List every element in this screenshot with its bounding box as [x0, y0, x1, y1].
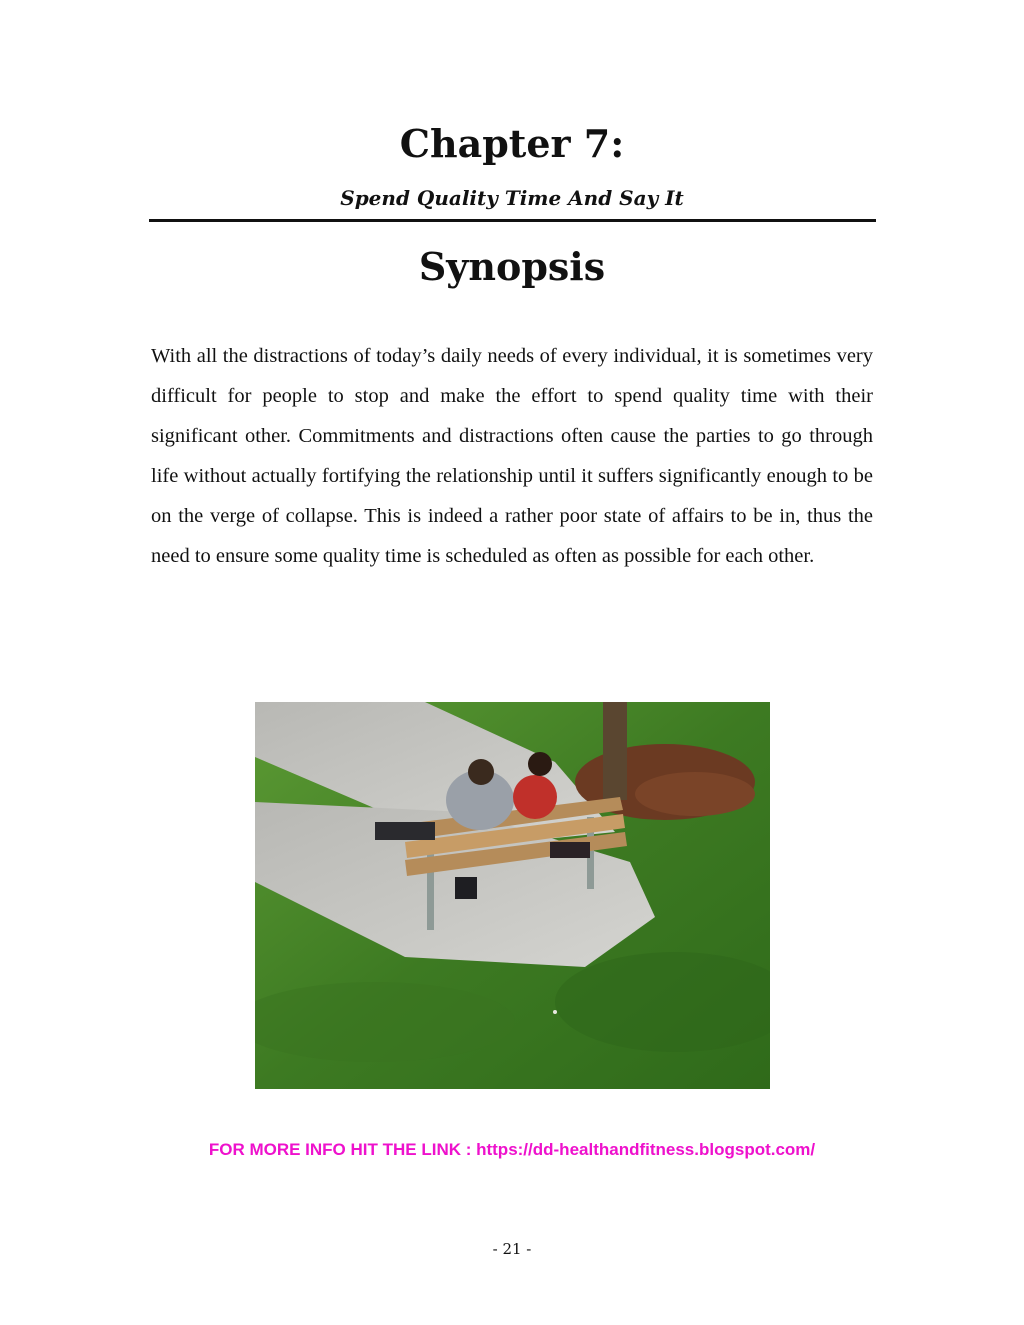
section-title: Synopsis — [418, 244, 606, 289]
couple-on-bench-photo — [255, 702, 770, 1089]
page-number: - 21 - — [492, 1240, 532, 1258]
title-divider — [149, 219, 876, 222]
chapter-title: Chapter 7: — [399, 121, 625, 166]
chapter-subtitle: Spend Quality Time And Say It — [340, 186, 684, 210]
more-info-link[interactable]: FOR MORE INFO HIT THE LINK : https://dd-healthandfitness.blogspot.com/ — [208, 1140, 816, 1159]
synopsis-paragraph: With all the distractions of today’s daily needs of every individual, it is sometimes very difficult for people to stop and make the effort to spend quality time with their significant other. Commitments and distractions often cause the parties to go through life without actually fortifying the relationship until it suffers significantly enough to be on the verge of collapse. This is indeed a rather poor state of affairs to be in, thus the need to ensure some quality time is scheduled as often as possible for each other. — [151, 345, 873, 567]
